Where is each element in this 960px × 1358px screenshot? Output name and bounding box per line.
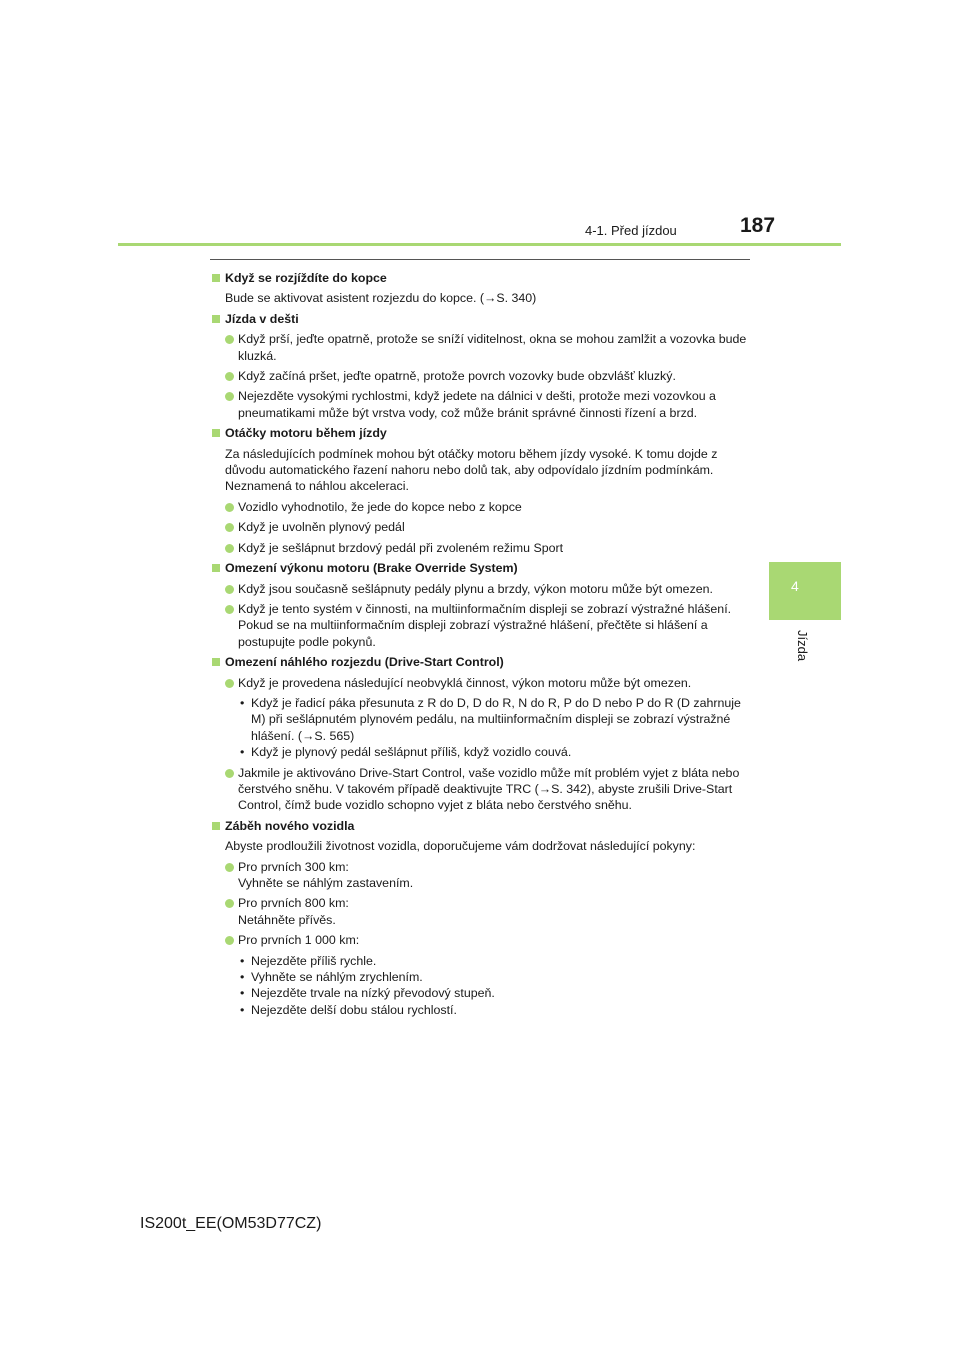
chapter-tab <box>769 562 841 620</box>
list-item <box>212 601 752 650</box>
round-bullet-icon <box>225 936 234 945</box>
round-bullet-icon <box>225 503 234 512</box>
content-divider <box>210 259 750 260</box>
list-item-text: Když jsou současně sešlápnuty pedály plynu a brzdy, výkon motoru může být omezen. <box>238 581 713 596</box>
square-bullet-icon <box>212 315 220 323</box>
list-item-text: Vozidlo vyhodnotilo, že jede do kopce nebo z kopce <box>238 499 522 514</box>
section-title <box>212 818 752 834</box>
list-item <box>212 859 752 892</box>
list-item-text: Když prší, jeďte opatrně, protože se sníží viditelnost, okna se mohou zamlžit a vozovka bude kluzká. <box>238 332 747 363</box>
sub-list-item: • Nejezděte delší dobu stálou rychlostí. <box>238 1002 752 1018</box>
section-title-text: Když se rozjíždíte do kopce <box>225 271 387 285</box>
list-item <box>212 675 752 761</box>
list-item <box>212 581 752 597</box>
sub-list <box>238 953 752 1019</box>
section-title-text: Otáčky motoru během jízdy <box>225 426 387 441</box>
section <box>212 425 752 556</box>
round-bullet-icon <box>225 372 234 381</box>
round-bullet-icon <box>225 585 234 594</box>
section <box>212 654 752 814</box>
round-bullet-icon <box>225 544 234 553</box>
list-item <box>212 765 752 814</box>
section-title <box>212 654 752 670</box>
round-bullet-icon <box>225 769 234 778</box>
list-item-text: Pro prvních 800 km: Netáhněte přívěs. <box>238 896 349 927</box>
bullet-list <box>212 675 752 814</box>
list-item <box>212 895 752 928</box>
chapter-tab-number: 4 <box>791 578 799 594</box>
square-bullet-icon <box>212 658 220 666</box>
section-paragraph: Bude se aktivovat asistent rozjezdu do kopce. (→S. 340) <box>225 291 537 306</box>
bullet-list <box>212 581 752 651</box>
section-title-text: Záběh nového vozidla <box>225 818 355 833</box>
sub-list-item: • Když je řadicí páka přesunuta z R do D, D do R, N do R, P do D nebo P do R (D zahrnuje M) při sešlápnutém plynovém pedálu, na multiinformačním displeji se zobrazí výstražné hlášení. (→S. 565) <box>238 695 752 744</box>
list-item-text: Když začíná pršet, jeďte opatrně, protože povrch vozovky bude obzvlášť kluzký. <box>238 369 676 384</box>
section <box>212 270 752 307</box>
header-divider <box>118 243 841 246</box>
section-paragraph: Za následujících podmínek mohou být otáčky motoru během jízdy vysoké. K tomu dojde z důvodu automatického řazení nahoru nebo dolů tak, aby odpovídalo jízdním podmínkám. Neznamená to náhlou akceleraci. <box>225 446 718 494</box>
list-item <box>212 932 752 1018</box>
list-item-text: Když je provedena následující neobvyklá činnost, výkon motoru může být omezen. <box>238 675 692 690</box>
list-item <box>212 368 752 384</box>
bullet-list <box>212 331 752 421</box>
list-item-text: Když je uvolněn plynový pedál <box>238 520 405 535</box>
round-bullet-icon <box>225 335 234 344</box>
section-title <box>212 425 752 441</box>
square-bullet-icon <box>212 274 220 282</box>
sub-list-item: • Nejezděte trvale na nízký převodový stupeň. <box>238 985 752 1001</box>
list-item-text: Pro prvních 1 000 km: <box>238 933 360 948</box>
list-item <box>212 540 752 556</box>
footer-model-code: IS200t_EE(OM53D77CZ) <box>140 1215 322 1232</box>
section-title-text: Omezení náhlého rozjezdu (Drive-Start Control) <box>225 655 504 670</box>
sub-list-item: • Nejezděte příliš rychle. <box>238 953 752 969</box>
section-title <box>212 560 752 576</box>
list-item <box>212 388 752 421</box>
bullet-list <box>212 859 752 1019</box>
sub-list-item: • Když je plynový pedál sešlápnut příliš, když vozidlo couvá. <box>238 744 752 760</box>
list-item-text: Pro prvních 300 km: Vyhněte se náhlým zastavením. <box>238 859 414 890</box>
sub-list-item: • Vyhněte se náhlým zrychlením. <box>238 969 752 985</box>
section-title-text: Jízda v dešti <box>225 311 299 326</box>
square-bullet-icon <box>212 822 220 830</box>
round-bullet-icon <box>225 605 234 614</box>
list-item <box>212 519 752 535</box>
page-number: 187 <box>740 214 776 237</box>
square-bullet-icon <box>212 429 220 437</box>
round-bullet-icon <box>225 863 234 872</box>
list-item-text: Nejezděte vysokými rychlostmi, když jedete na dálnici v dešti, protože mezi vozovkou a pneumatikami může být vrstva vody, což může bránit správné činnosti řízení a brzd. <box>238 389 716 420</box>
section-paragraph: Abyste prodloužili životnost vozidla, doporučujeme vám dodržovat následující pokyny: <box>225 839 696 854</box>
chapter-tab-label: Jízda <box>795 630 810 662</box>
list-item <box>212 331 752 364</box>
bullet-list <box>212 499 752 556</box>
section <box>212 560 752 650</box>
list-item-text: Když je sešlápnut brzdový pedál při zvoleném režimu Sport <box>238 540 564 555</box>
square-bullet-icon <box>212 564 220 572</box>
round-bullet-icon <box>225 392 234 401</box>
list-item <box>212 499 752 515</box>
sub-list <box>238 695 752 761</box>
round-bullet-icon <box>225 679 234 688</box>
page-content <box>212 270 752 1022</box>
section <box>212 311 752 421</box>
section-title <box>212 270 752 286</box>
round-bullet-icon <box>225 899 234 908</box>
list-item-text: Když je tento systém v činnosti, na multiinformačním displeji se zobrazí výstražné hlášení. Pokud se na multiinformačním displeji zobrazí výstražné hlášení, přečtěte si hlášení a postupujte podle pokynů. <box>238 601 732 649</box>
list-item-text: Jakmile je aktivováno Drive-Start Control, vaše vozidlo může mít problém vyjet z bláta nebo čerstvého sněhu. V takovém případě deaktivujte TRC (→S. 342), abyste zrušili Drive-Start Control, čímž bude vozidlo schopno vyjet z bláta nebo čerstvého sněhu. <box>238 765 740 813</box>
round-bullet-icon <box>225 523 234 532</box>
section-title-text: Omezení výkonu motoru (Brake Override System) <box>225 561 518 576</box>
section <box>212 818 752 1018</box>
section-title <box>212 311 752 327</box>
header-section-title: 4-1. Před jízdou <box>585 223 677 238</box>
